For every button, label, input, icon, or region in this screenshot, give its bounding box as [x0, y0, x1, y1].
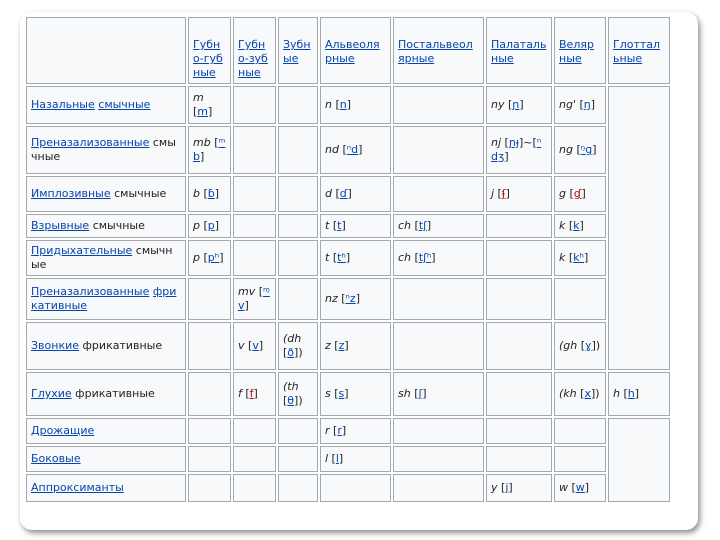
- row-nasal: Назальные смычные m [m] n [n] ny [ɲ] ng' [ŋ]: [26, 86, 670, 124]
- ipa-link[interactable]: ᵐb: [193, 136, 226, 163]
- ipa-link[interactable]: ⁿdʒ: [491, 136, 542, 163]
- ipa-link[interactable]: kʰ: [573, 251, 584, 264]
- row-label-link[interactable]: Аппроксиманты: [31, 481, 124, 494]
- ipa-link[interactable]: ɣ: [585, 339, 592, 352]
- ipa-link[interactable]: w: [575, 481, 585, 494]
- ipa-link[interactable]: ɠ: [573, 187, 582, 200]
- row-voiced-fricative: Звонкие фрикативные v [v] (dh [ð]) z [z] (gh [ɣ]): [26, 322, 670, 370]
- ipa-link[interactable]: ʃ: [418, 387, 423, 400]
- row-plosive: Взрывные смычные p [p] t [t] ch [tʃ] k [k]: [26, 214, 670, 238]
- ipa-link[interactable]: ɲɟ: [508, 136, 519, 149]
- row-voiceless-fricative: Глухие фрикативные f [f] (th [θ]) s [s] sh [ʃ] (kh [x]) h [h]: [26, 372, 670, 416]
- ipa-link[interactable]: ʄ: [501, 187, 506, 200]
- header-palatal[interactable]: Палатальные: [491, 38, 547, 65]
- row-label-link[interactable]: Назальные: [31, 98, 95, 111]
- row-label-link[interactable]: Звонкие: [31, 339, 80, 352]
- ipa-link[interactable]: j: [505, 481, 509, 494]
- ipa-link[interactable]: ɗ: [339, 187, 348, 200]
- row-trill: Дрожащие r [r]: [26, 418, 670, 444]
- row-implosive: Имплозивные смычные b [ɓ] d [ɗ] j [ʄ] g [ɠ]: [26, 176, 670, 212]
- ipa-link[interactable]: m: [197, 105, 209, 118]
- row-prenasalized-stop: Преназализованные смычные mb [ᵐb] nd [ⁿd] nj [ɲɟ]~[ⁿdʒ] ng [ᵑɡ]: [26, 126, 670, 174]
- ipa-link[interactable]: f: [249, 387, 254, 400]
- row-label-link[interactable]: фрикативные: [31, 285, 177, 312]
- slide-frame: [20, 12, 698, 530]
- row-label-link[interactable]: Взрывные: [31, 219, 90, 232]
- ipa-link[interactable]: ⁿz: [345, 292, 356, 305]
- ipa-link[interactable]: θ: [287, 394, 295, 407]
- row-label-link[interactable]: Имплозивные: [31, 187, 111, 200]
- header-velar[interactable]: Велярные: [559, 38, 594, 65]
- row-aspirated: Придыхательные смычные p [pʰ] t [tʰ] ch [tʃʰ] k [kʰ]: [26, 240, 670, 276]
- ipa-link[interactable]: l: [335, 452, 339, 465]
- row-prenasalized-fricative: Преназализованные фрикативные mv [ᶬv] nz [ⁿz]: [26, 278, 670, 320]
- header-postalveolar[interactable]: Постальвеолярные: [398, 38, 473, 65]
- header-labiodental[interactable]: Губно-зубные: [238, 38, 268, 79]
- row-approximant: Аппроксиманты y [j] w [w]: [26, 474, 670, 502]
- header-row: [26, 17, 670, 84]
- row-label-link[interactable]: Придыхательные: [31, 244, 133, 257]
- ipa-link[interactable]: x: [584, 387, 591, 400]
- row-lateral: Боковые l [l]: [26, 446, 670, 472]
- ipa-link[interactable]: ᵑɡ: [580, 143, 593, 156]
- ipa-link[interactable]: z: [338, 339, 345, 352]
- ipa-link[interactable]: ɓ: [207, 187, 215, 200]
- ipa-link[interactable]: tʃ: [418, 219, 427, 232]
- consonant-table: [24, 15, 672, 504]
- ipa-link[interactable]: k: [573, 219, 580, 232]
- ipa-link[interactable]: tʃʰ: [418, 251, 432, 264]
- ipa-link[interactable]: ɲ: [512, 98, 520, 111]
- ipa-link[interactable]: r: [337, 424, 342, 437]
- ipa-link[interactable]: v: [252, 339, 259, 352]
- ipa-link[interactable]: ð: [287, 346, 295, 359]
- row-label-link[interactable]: Глухие: [31, 387, 72, 400]
- ipa-link[interactable]: pʰ: [207, 251, 220, 264]
- row-label-link[interactable]: Преназализованные: [31, 285, 150, 298]
- row-label-link[interactable]: смычные: [98, 98, 151, 111]
- row-label-link[interactable]: Преназализованные: [31, 136, 150, 149]
- ipa-link[interactable]: h: [627, 387, 635, 400]
- ipa-link[interactable]: p: [207, 219, 215, 232]
- header-bilabial[interactable]: Губно-губные: [193, 38, 223, 79]
- ipa-link[interactable]: t: [337, 219, 342, 232]
- corner-cell: [26, 17, 186, 84]
- ipa-link[interactable]: tʰ: [337, 251, 346, 264]
- ipa-link[interactable]: n: [339, 98, 347, 111]
- header-glottal[interactable]: Глоттальные: [613, 38, 661, 65]
- ipa-link[interactable]: s: [338, 387, 345, 400]
- row-label-link[interactable]: Боковые: [31, 452, 81, 465]
- header-dental[interactable]: Зубные: [283, 38, 311, 65]
- ipa-link[interactable]: ⁿd: [346, 143, 359, 156]
- ipa-link[interactable]: ᶬv: [238, 285, 270, 312]
- row-label-link[interactable]: Дрожащие: [31, 424, 95, 437]
- header-alveolar[interactable]: Альвеолярные: [325, 38, 380, 65]
- ipa-link[interactable]: ŋ: [583, 98, 591, 111]
